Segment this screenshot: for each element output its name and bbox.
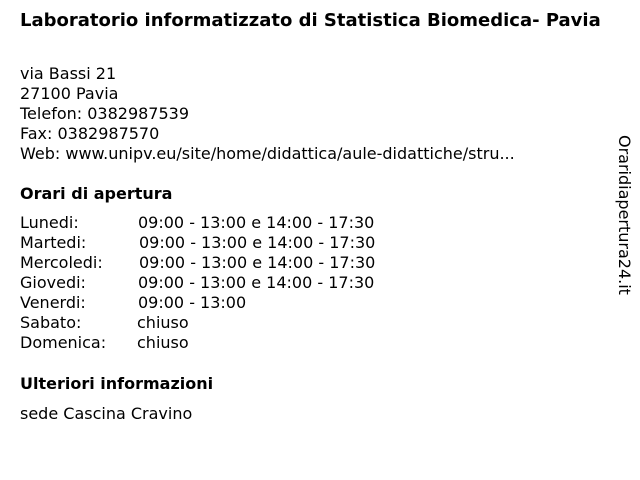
time-value: chiuso [137, 333, 189, 352]
day-label: Sabato: [20, 313, 82, 332]
time-value: 09:00 - 13:00 e 14:00 - 17:30 [139, 233, 376, 252]
time-value: 09:00 - 13:00 e 14:00 - 17:30 [138, 213, 375, 232]
more-info-text: sede Cascina Cravino [20, 404, 193, 423]
opening-hours-heading: Orari di apertura [20, 184, 173, 203]
website-link[interactable]: Web: www.unipv.eu/site/home/didattica/aule-didattiche/stru... [20, 144, 515, 163]
time-value: 09:00 - 13:00 [138, 293, 247, 312]
time-value: 09:00 - 13:00 e 14:00 - 17:30 [139, 253, 376, 272]
time-value: chiuso [137, 313, 189, 332]
phone-number: Telefon: 0382987539 [20, 104, 190, 123]
day-label: Domenica: [20, 333, 107, 352]
day-label: Mercoledi: [20, 253, 103, 272]
day-label: Giovedi: [20, 273, 86, 292]
address-street: via Bassi 21 [20, 64, 117, 83]
address-city: 27100 Pavia [20, 84, 119, 103]
day-label: Venerdi: [20, 293, 86, 312]
time-value: 09:00 - 13:00 e 14:00 - 17:30 [138, 273, 375, 292]
day-label: Martedi: [20, 233, 87, 252]
more-info-heading: Ulteriori informazioni [20, 374, 214, 393]
day-label: Lunedi: [20, 213, 79, 232]
site-brand-label: Oraridiapertura24.it [615, 135, 634, 295]
page-title: Laboratorio informatizzato di Statistica Biomedica- Pavia [20, 10, 601, 31]
fax-number: Fax: 0382987570 [20, 124, 160, 143]
